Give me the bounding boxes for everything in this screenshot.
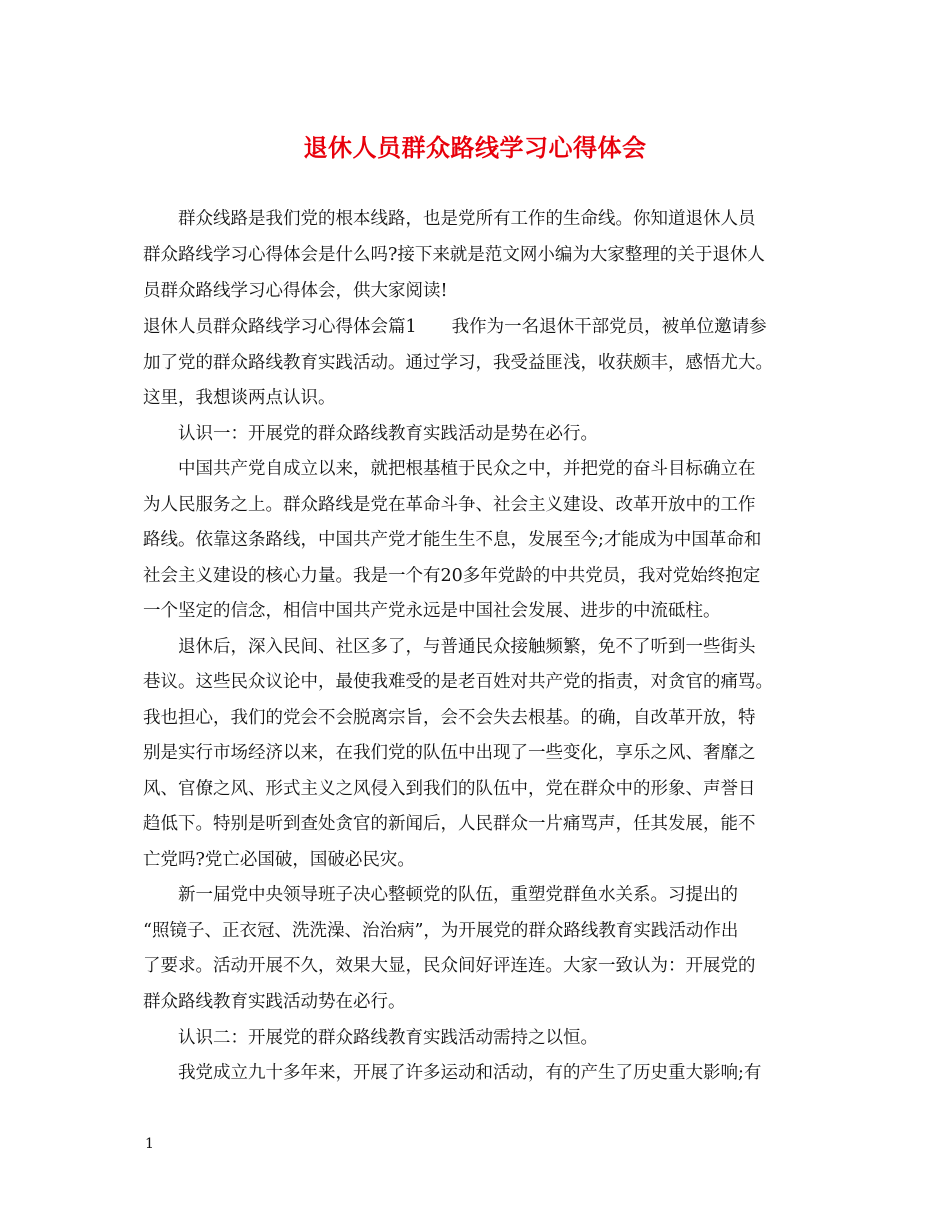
- body-line: 退休后，深入民间、社区多了，与普通民众接触频繁，免不了听到一些街头: [178, 637, 756, 657]
- body-line: 社会主义建设的核心力量。我是一个有20多年党龄的中共党员，我对党始终抱定: [143, 566, 761, 586]
- body-line: 风、官僚之风、形式主义之风侵入到我们的队伍中，党在群众中的形象、声誉日: [143, 779, 756, 799]
- body-line: 群众路线学习心得体会是什么吗?接下来就是范文网小编为大家整理的关于退休人: [143, 245, 765, 265]
- body-line: 认识一：开展党的群众路线教育实践活动是势在必行。: [178, 424, 598, 444]
- body-line: 了要求。活动开展不久，效果大显，民众间好评连连。大家一致认为：开展党的: [143, 956, 756, 976]
- body-line: 群众路线教育实践活动势在必行。: [143, 992, 406, 1012]
- document-title: 退休人员群众路线学习心得体会: [303, 133, 647, 162]
- body-line: 一个坚定的信念，相信中国共产党永远是中国社会发展、进步的中流砥柱。: [143, 601, 721, 621]
- body-line: 认识二：开展党的群众路线教育实践活动需持之以恒。: [178, 1028, 598, 1048]
- body-line: 这里，我想谈两点认识。: [143, 388, 336, 408]
- body-line: 趋低下。特别是听到查处贪官的新闻后，人民群众一片痛骂声，任其发展，能不: [143, 814, 756, 834]
- page-number: 1: [145, 1136, 154, 1152]
- body-line: 亡党吗?党亡必国破，国破必民灾。: [143, 850, 415, 870]
- body-line: 新一届党中央领导班子决心整顿党的队伍，重塑党群鱼水关系。习提出的: [178, 885, 738, 905]
- body-line: 为人民服务之上。群众路线是党在革命斗争、社会主义建设、改革开放中的工作: [143, 495, 756, 515]
- body-line: 中国共产党自成立以来，就把根基植于民众之中，并把党的奋斗目标确立在: [178, 459, 756, 479]
- body-line: 员群众路线学习心得体会，供大家阅读!: [143, 281, 448, 301]
- body-line: 加了党的群众路线教育实践活动。通过学习，我受益匪浅，收获颇丰，感悟尤大。: [143, 353, 773, 373]
- body-line: 巷议。这些民众议论中，最使我难受的是老百姓对共产党的指责，对贪官的痛骂。: [143, 672, 773, 692]
- body-line: 我也担心，我们的党会不会脱离宗旨，会不会失去根基。的确，自改革开放，特: [143, 708, 756, 728]
- body-line: 我党成立九十多年来，开展了许多运动和活动，有的产生了历史重大影响;有: [178, 1063, 762, 1083]
- body-line: 退休人员群众路线学习心得体会篇1 我作为一名退休干部党员，被单位邀请参: [143, 317, 767, 337]
- body-line: 群众线路是我们党的根本线路，也是党所有工作的生命线。你知道退休人员: [178, 209, 756, 229]
- body-line: “照镜子、正衣冠、洗洗澡、治治病”，为开展党的群众路线教育实践活动作出: [143, 921, 739, 941]
- body-line: 路线。依靠这条路线，中国共产党才能生生不息，发展至今;才能成为中国革命和: [143, 530, 762, 550]
- body-line: 别是实行市场经济以来，在我们党的队伍中出现了一些变化，享乐之风、奢靡之: [143, 743, 756, 763]
